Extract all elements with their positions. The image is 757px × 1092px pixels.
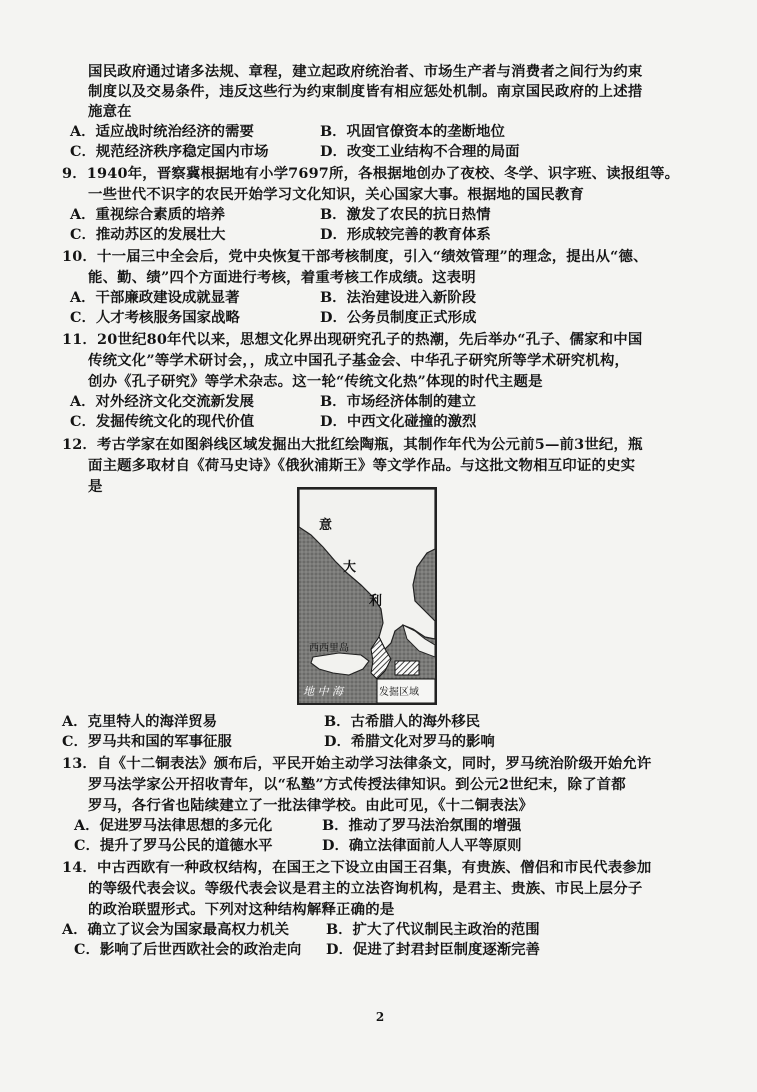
q12-stem-line-3: 是: [88, 478, 103, 495]
q10-option-c: C．人才考核服务国家战略: [70, 309, 240, 326]
q9-stem-line-1: 9．1940年，晋察冀根据地有小学7697所，各根据地创办了夜校、冬学、识字班、读报组等。: [62, 165, 680, 182]
q10-stem-line-2: 能、勤、绩”四个方面进行考核，着重考核工作成绩。这表明: [88, 269, 476, 286]
q12-option-b: B．古希腊人的海外移民: [324, 713, 481, 730]
q8-stem-line-3: 施意在: [88, 103, 132, 120]
q13-stem-line-1: 13．自《十二铜表法》颁布后，平民开始主动学习法律条文，同时，罗马统治阶级开始允许: [62, 755, 652, 772]
q8-option-a: A．适应战时统治经济的需要: [70, 123, 254, 140]
q10-option-d: D．公务员制度正式形成: [320, 309, 477, 326]
q11-stem-line-1: 11．20世纪80年代以来，思想文化界出现研究孔子的热潮，先后举办“孔子、儒家和中国: [62, 331, 643, 348]
q11-option-b: B．市场经济体制的建立: [320, 393, 477, 410]
q8-stem-line-2: 制度以及交易条件，违反这些行为约束制度皆有相应惩处机制。南京国民政府的上述措: [88, 83, 643, 100]
q9-option-b: B．激发了农民的抗日热情: [320, 206, 491, 223]
q11-option-d: D．中西文化碰撞的激烈: [320, 413, 477, 430]
q11-option-c: C．发掘传统文化的现代价值: [70, 413, 255, 430]
label-da: 大: [343, 560, 357, 575]
q8-option-d: D．改变工业结构不合理的局面: [320, 143, 520, 160]
label-li: 利: [369, 594, 383, 609]
legend-swatch: [395, 661, 419, 675]
q14-option-c: C．影响了后世西欧社会的政治走向: [74, 941, 302, 958]
q9-option-c: C．推动苏区的发展壮大: [70, 226, 226, 243]
q13-stem-line-2: 罗马法学家公开招收青年，以“私塾”方式传授法律知识。到公元2世纪末，除了首都: [88, 776, 626, 793]
q14-option-a: A．确立了议会为国家最高权力机关: [62, 921, 290, 938]
q9-stem-line-2: 一些世代不识字的农民开始学习文化知识，关心国家大事。根据地的国民教育: [88, 186, 585, 203]
q13-option-b: B．推动了罗马法治氛围的增强: [322, 817, 522, 834]
q14-stem-line-1: 14．中古西欧有一种政权结构，在国王之下设立由国王召集，有贵族、僧侣和市民代表参加: [62, 859, 652, 876]
q11-stem-line-2: 传统文化”等学术研讨会，，成立中国孔子基金会、中华孔子研究所等学术研究机构，: [88, 352, 630, 369]
q14-option-b: B．扩大了代议制民主政治的范围: [326, 921, 540, 938]
q13-option-c: C．提升了罗马公民的道德水平: [74, 837, 273, 854]
italy-map: [297, 487, 437, 705]
q13-stem-line-3: 罗马，各行省也陆续建立了一批法律学校。由此可见，《十二铜表法》: [88, 797, 534, 814]
italy-map-graphic: [299, 489, 435, 703]
label-sicily: 西西里岛: [309, 643, 349, 654]
q12-stem-line-2: 面主题多取材自《荷马史诗》《俄狄浦斯王》等文学作品。与这批文物相互印证的史实: [88, 457, 636, 474]
q14-option-d: D．促进了封君封臣制度逐渐完善: [326, 941, 540, 958]
q9-option-a: A．重视综合素质的培养: [70, 206, 226, 223]
q9-option-d: D．形成较完善的教育体系: [320, 226, 491, 243]
q14-stem-line-3: 的政治联盟形式。下列对这种结构解释正确的是: [88, 901, 395, 918]
q10-option-b: B．法治建设进入新阶段: [320, 289, 477, 306]
q8-stem-line-1: 国民政府通过诸多法规、章程，建立起政府统治者、市场生产者与消费者之间行为约束: [88, 63, 643, 80]
q10-stem-line-1: 10．十一届三中全会后，党中央恢复干部考核制度，引入“绩效管理”的理念，提出从“德、: [62, 248, 648, 265]
q12-option-d: D．希腊文化对罗马的影响: [324, 733, 495, 750]
label-mediterranean: 地 中 海: [303, 685, 343, 698]
q12-option-c: C．罗马共和国的军事征服: [62, 733, 232, 750]
q14-stem-line-2: 的等级代表会议。等级代表会议是君主的立法咨询机构，是君主、贵族、市民上层分子: [88, 880, 643, 897]
q8-option-c: C．规范经济秩序稳定国内市场: [70, 143, 269, 160]
q10-option-a: A．干部廉政建设成就显著: [70, 289, 240, 306]
q11-stem-line-3: 创办《孔子研究》等学术杂志。这一轮“传统文化热”体现的时代主题是: [88, 373, 543, 390]
q13-option-d: D．确立法律面前人人平等原则: [322, 837, 522, 854]
q8-option-b: B．巩固官僚资本的垄断地位: [320, 123, 505, 140]
q12-option-a: A．克里特人的海洋贸易: [62, 713, 218, 730]
page-number: 2: [375, 1010, 385, 1024]
q13-option-a: A．促进罗马法律思想的多元化: [74, 817, 273, 834]
q11-option-a: A．对外经济文化交流新发展: [70, 393, 254, 410]
legend-label: 发掘区域: [379, 687, 419, 698]
label-yi: 意: [319, 518, 333, 533]
q12-stem-line-1: 12．考古学家在如图斜线区域发掘出大批红绘陶瓶，其制作年代为公元前5—前3世纪，瓶: [62, 436, 643, 453]
